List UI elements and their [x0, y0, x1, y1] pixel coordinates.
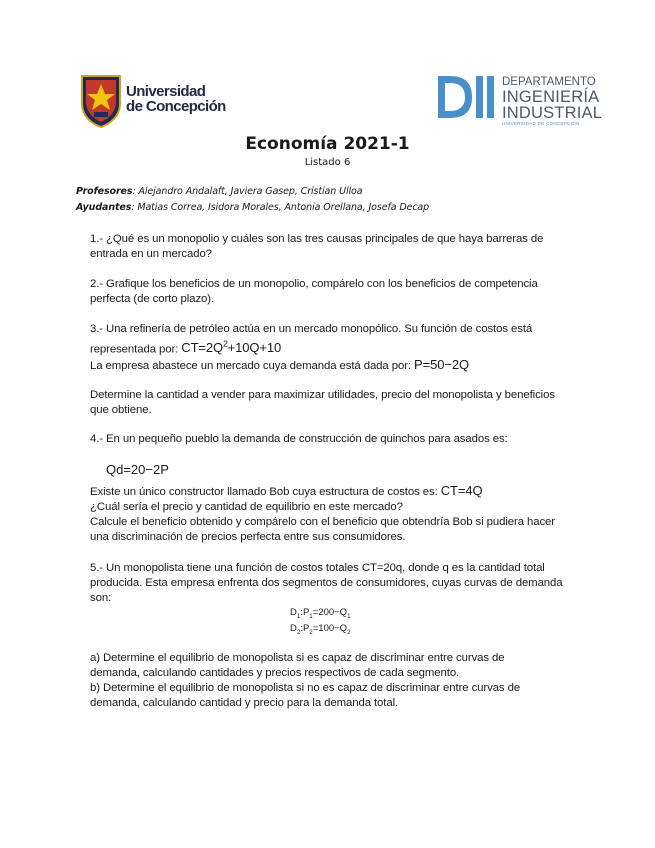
question-3-line4: Determine la cantidad a vender para maximizar utilidades, precio del monopolista y beneficios que obtiene.	[90, 389, 555, 417]
question-4-line1: 4.- En un pequeño pueblo la demanda de construcción de quinchos para asados es:	[90, 433, 508, 445]
demand-curve-2: $D_2:P_2=100-Q_2$	[290, 623, 351, 636]
ayudantes-label: Ayudantes	[76, 202, 132, 213]
profesores-label: Profesores	[76, 186, 133, 197]
universidad-de-concepcion-logo	[80, 74, 226, 130]
question-1-text: 1.- ¿Qué es un monopolio y cuáles son las tres causas principales de que haya barreras de entrada en un mercado?	[90, 233, 544, 260]
cost-function-3: $CT=2Q^2+10Q+10$	[181, 339, 282, 356]
udec-logo-line2: de Concepción	[126, 98, 226, 115]
ayudantes-names: : Matias Correa, Isidora Morales, Antonia Orellana, Josefa Decap	[131, 202, 430, 213]
question-3-line1: 3.- Una refinería de petróleo actúa en un mercado monopólico. Su función de costos está	[90, 323, 533, 335]
demand-formula-4: Qd=20−2P	[106, 462, 169, 477]
profesores-names: : Alejandro Andalaft, Javiera Gasep, Cristian Ulloa	[132, 186, 363, 197]
document-subtitle: Listado 6	[304, 157, 351, 168]
udec-logo-line1: Universidad	[126, 83, 206, 100]
cost-function-4: CT=4Q	[440, 483, 483, 498]
question-3-line2: representada por:	[90, 343, 182, 356]
question-4-line3: ¿Cuál sería el precio y cantidad de equilibrio en este mercado?	[90, 501, 403, 513]
question-2-text: 2.- Grafique los beneficios de un monopolio, compárelo con los beneficios de competencia perfecta (de corto plazo).	[90, 278, 538, 305]
profesores-line	[76, 186, 362, 197]
dii-line4: UNIVERSIDAD DE CONCEPCIÓN	[502, 120, 580, 126]
dii-line3: INDUSTRIAL	[502, 103, 603, 122]
document-title: Economía 2021-1	[245, 134, 410, 154]
ayudantes-line	[76, 202, 429, 213]
question-5-parts	[90, 651, 550, 711]
question-3	[90, 322, 570, 418]
udec-shield-icon	[80, 74, 122, 128]
question-4	[90, 432, 570, 447]
question-2	[90, 277, 570, 307]
demand-function-3: P=50−2Q	[414, 357, 469, 373]
dii-line2: INGENIERÍA	[502, 87, 600, 106]
question-5-part-a: a) Determine el equilibrio de monopolista si es capaz de discriminar entre curvas de demanda, calculando cantidades y precios respectivos de cada segmento.	[90, 652, 505, 679]
dii-line1: DEPARTAMENTO	[502, 76, 596, 88]
question-4-line2: Existe un único constructor llamado Bob cuya estructura de costos es:	[90, 486, 441, 498]
demand-curve-1: $D_1:P_1=200-Q_1$	[290, 607, 351, 620]
dii-mark-icon	[436, 74, 496, 120]
question-3-line3: La empresa abastece un mercado cuya demanda está dada por:	[90, 360, 415, 373]
departamento-ingenieria-industrial-logo	[436, 74, 603, 126]
question-4-body	[90, 483, 570, 545]
question-5	[90, 561, 572, 606]
question-4-line4: Calcule el beneficio obtenido y compárelo con el beneficio que obtendría Bob si pudiera hacer una discriminación de precios perfecta entre sus consumidores.	[90, 516, 555, 543]
question-1	[90, 232, 550, 262]
question-5-intro: 5.- Un monopolista tiene una función de costos totales CT=20q, donde q es la cantidad total producida. Esta empresa enfrenta dos segmentos de consumidores, cuyas curvas de demanda son:	[90, 562, 563, 604]
question-5-part-b: b) Determine el equilibrio de monopolista si no es capaz de discriminar entre curvas de demanda, calculando cantidad y precio para la demanda total.	[90, 682, 521, 709]
